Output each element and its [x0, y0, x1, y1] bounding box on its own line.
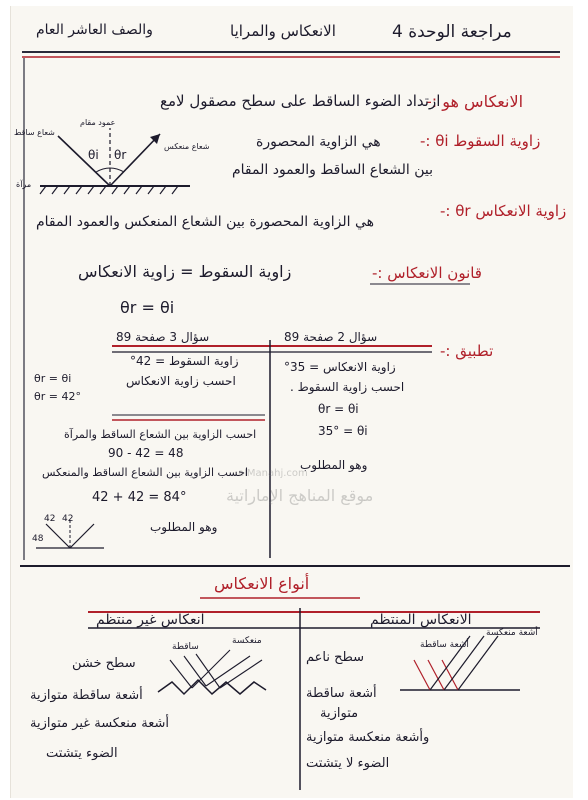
- header-title: مراجعة الوحدة 4: [392, 22, 512, 42]
- regular-line-4: وأشعة منعكسة متوازية: [306, 730, 430, 745]
- header-grade: والصف العاشر العام: [36, 22, 153, 38]
- diffuse-incident-label: ساقطة: [172, 642, 199, 652]
- q3-line-2: احسب زاوية الانعكاس: [126, 374, 236, 388]
- regular-line-5: الضوء لا يتشتت: [306, 756, 390, 771]
- types-title: أنواع الانعكاس: [214, 574, 310, 593]
- diffuse-line-4: الضوء يتشتت: [46, 746, 118, 761]
- header-unit: الانعكاس والمرايا: [230, 22, 336, 40]
- diffuse-header: انعكاس غير منتظم: [96, 612, 205, 628]
- regular-reflected-label: أشعة منعكسة: [486, 628, 538, 638]
- incidence-angle-def-1: هي الزاوية المحصورة: [256, 134, 381, 150]
- q2-line-3: θr = θi: [318, 402, 359, 416]
- angle-sketch: [36, 520, 104, 548]
- incident-ray-label: شعاع ساقط: [14, 128, 55, 137]
- q3-line-3: احسب الزاوية بين الشعاع الساقط والمرآة: [64, 428, 257, 441]
- q3-line-7: وهو المطلوب: [150, 520, 218, 534]
- reflection-definition: ارتداد الضوء الساقط على سطح مصقول لامع: [160, 92, 441, 110]
- q3-line-5: احسب الزاوية بين الشعاع الساقط والمنعكس: [42, 466, 249, 479]
- q2-line-4: 35° = θi: [318, 424, 368, 438]
- q3-line-6: 42 + 42 = 84°: [92, 490, 187, 505]
- reflection-angle-def: هي الزاوية المحصورة بين الشعاع المنعكس والعمود المقام: [36, 214, 374, 230]
- regular-line-1: سطح ناعم: [306, 650, 365, 665]
- q3-side-1: θr = θi: [34, 372, 72, 385]
- normal-label: عمود مقام: [80, 118, 116, 127]
- law-statement: زاوية السقوط = زاوية الانعكاس: [78, 262, 292, 281]
- q3-line-1: زاوية السقوط = 42°: [130, 354, 239, 368]
- q3-line-4: 90 - 42 = 48: [108, 446, 184, 460]
- question-2-header: سؤال 2 صفحة 89: [284, 330, 378, 344]
- angle-sketch-label-1: 42: [44, 514, 56, 524]
- theta-r-label: θr: [114, 148, 127, 162]
- incidence-angle-def-2: بين الشعاع الساقط والعمود المقام: [232, 162, 433, 178]
- application-title: تطبيق :-: [440, 342, 494, 360]
- diffuse-reflection-sketch: [158, 650, 266, 694]
- question-3-header: سؤال 3 صفحة 89: [116, 330, 210, 344]
- diffuse-line-1: سطح خشن: [72, 656, 136, 671]
- q3-side-2: θr = 42°: [34, 390, 81, 403]
- angle-sketch-label-3: 48: [32, 534, 44, 544]
- reflected-ray-label: شعاع منعكس: [164, 142, 210, 151]
- regular-line-2: أشعة ساقطة: [306, 686, 377, 701]
- law-equation: θr = θi: [120, 298, 175, 317]
- watermark-text: موقع المناهج الإماراتية: [226, 486, 374, 505]
- law-title: قانون الانعكاس :-: [372, 264, 482, 282]
- incidence-angle-term: زاوية السقوط θi :-: [420, 132, 541, 150]
- diffuse-reflected-label: منعكسة: [232, 636, 262, 646]
- angle-sketch-label-2: 42: [62, 514, 74, 524]
- diffuse-line-2: أشعة ساقطة متوازية: [30, 688, 143, 703]
- regular-line-3: متوازية: [320, 706, 359, 721]
- diffuse-line-3: أشعة منعكسة غير متوازية: [30, 716, 170, 731]
- q2-line-5: وهو المطلوب: [300, 458, 368, 472]
- mirror-label: مرآة: [16, 180, 32, 189]
- reflection-angle-term: زاوية الانعكاس θr :-: [440, 202, 567, 220]
- theta-i-label: θi: [88, 148, 99, 162]
- regular-header: الانعكاس المنتظم: [370, 612, 472, 628]
- regular-incident-label: أشعة ساقطة: [420, 640, 469, 650]
- watermark-url: alManahj.com: [238, 468, 308, 479]
- reflection-term: الانعكاس هو :-: [426, 92, 524, 111]
- q2-line-2: احسب زاوية السقوط .: [290, 380, 405, 394]
- q2-line-1: زاوية الانعكاس = 35°: [284, 360, 396, 374]
